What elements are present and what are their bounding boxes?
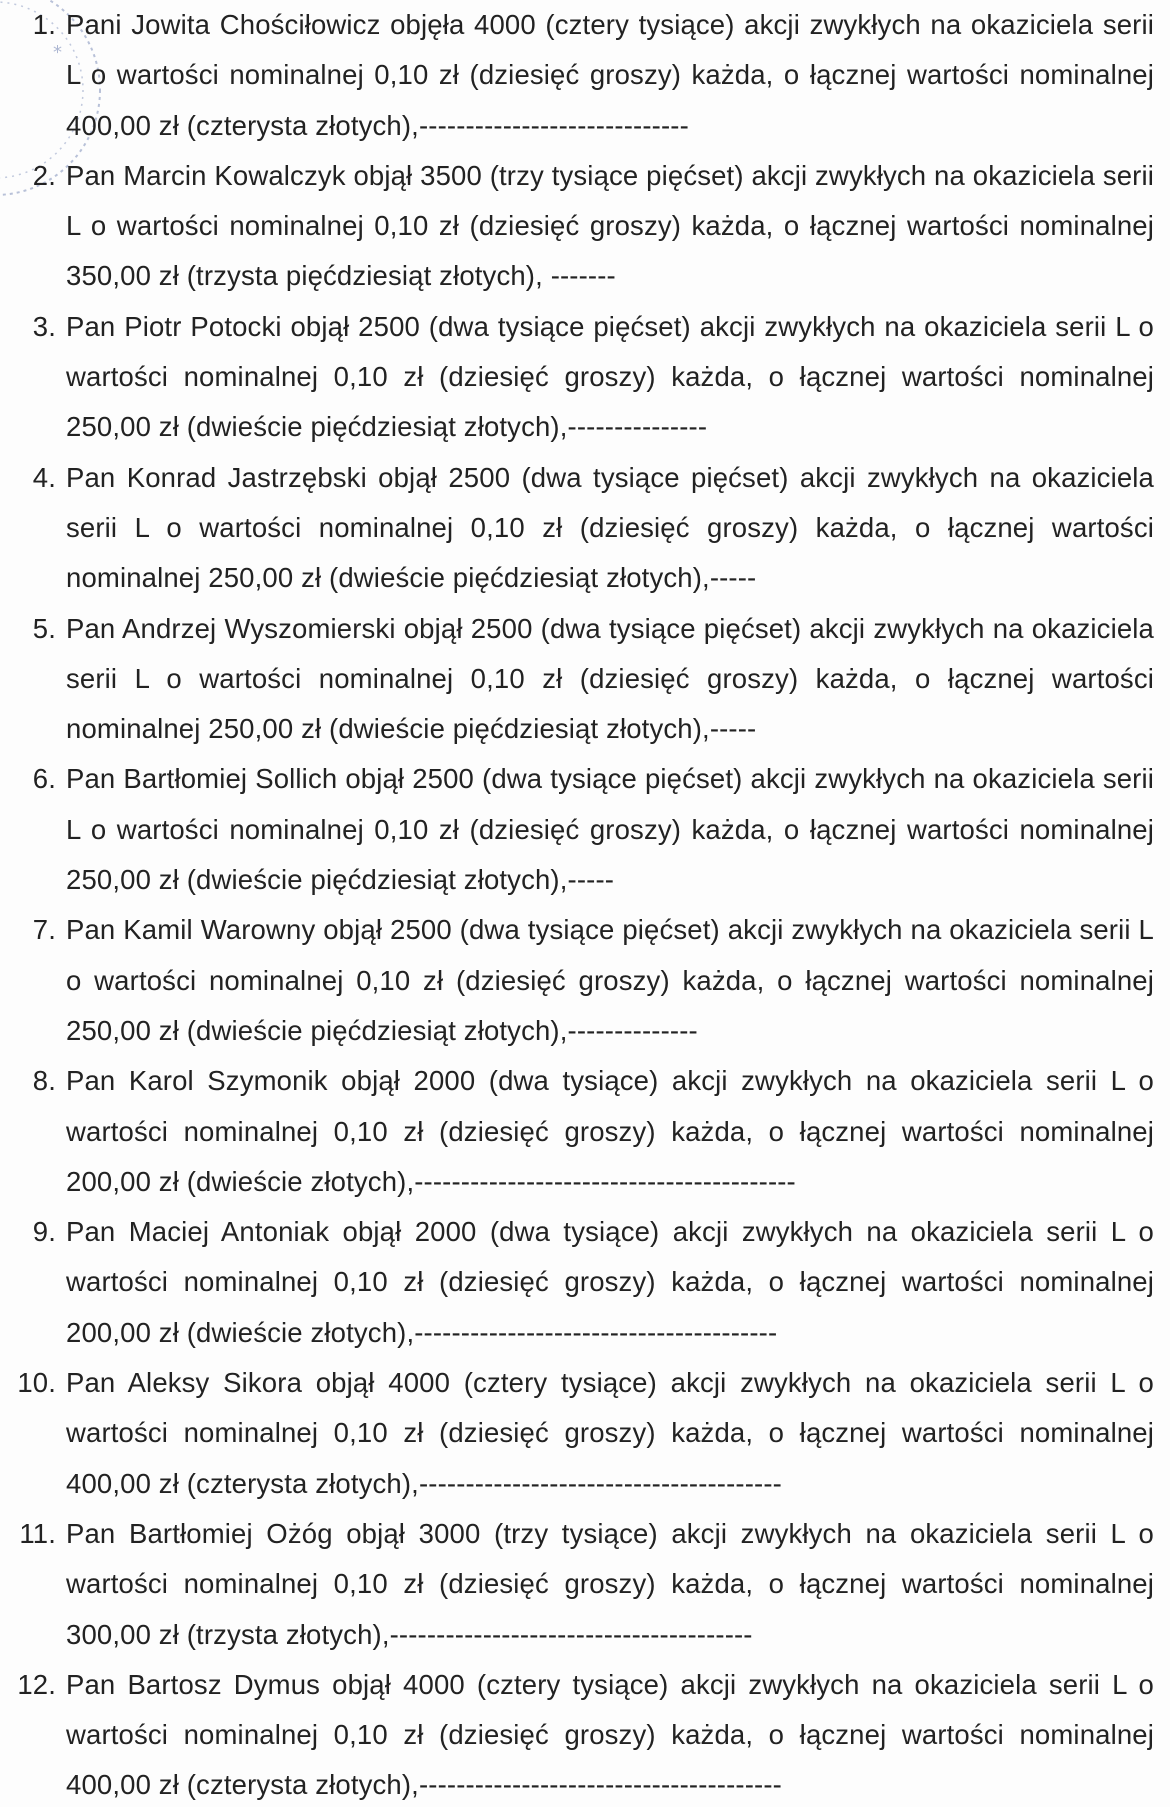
- list-item: [0, 0, 1170, 151]
- item-number: 10.: [17, 1367, 56, 1399]
- item-number: 2.: [32, 159, 56, 191]
- list-item: [0, 1056, 1170, 1207]
- list-item: [0, 905, 1170, 1056]
- item-text: Pani Jowita Chościłowicz objęła 4000 (cztery tysiące) akcji zwykłych na okaziciela serii L o wartości nominalnej 0,10 zł (dziesięć groszy) każda, o łącznej wartości nominalnej 400,00 zł (czterysta złotych),-----------------------------: [66, 9, 1154, 141]
- item-text: Pan Marcin Kowalczyk objął 3500 (trzy tysiące pięćset) akcji zwykłych na okaziciela serii L o wartości nominalnej 0,10 zł (dziesięć groszy) każda, o łącznej wartości nominalnej 350,00 zł (trzysta pięćdziesiąt złotych), -------: [66, 159, 1154, 292]
- svg-text:*: *: [53, 42, 62, 63]
- item-number: 8.: [32, 1065, 56, 1097]
- item-text: Pan Bartosz Dymus objął 4000 (cztery tysiące) akcji zwykłych na okaziciela serii L o wartości nominalnej 0,10 zł (dziesięć groszy) każda, o łącznej wartości nominalnej 400,00 zł (czterysta złotych),---------------------------------------: [66, 1668, 1154, 1801]
- list-item: [0, 1509, 1170, 1660]
- item-number: 6.: [32, 763, 56, 795]
- item-text: Pan Karol Szymonik objął 2000 (dwa tysiące) akcji zwykłych na okaziciela serii L o wartości nominalnej 0,10 zł (dziesięć groszy) każda, o łącznej wartości nominalnej 200,00 zł (dwieście złotych),-----------------------------------------: [66, 1065, 1154, 1197]
- list-item: [0, 754, 1170, 905]
- list-item: [0, 604, 1170, 755]
- item-number: 12.: [17, 1668, 56, 1700]
- list-item: [0, 453, 1170, 604]
- item-number: 1.: [32, 9, 56, 40]
- list-item: [0, 302, 1170, 453]
- item-text: Pan Bartłomiej Ożóg objął 3000 (trzy tysiące) akcji zwykłych na okaziciela serii L o wartości nominalnej 0,10 zł (dziesięć groszy) każda, o łącznej wartości nominalnej 300,00 zł (trzysta złotych),---------------------------------------: [66, 1517, 1154, 1650]
- item-number: 3.: [32, 310, 56, 342]
- item-text: Pan Andrzej Wyszomierski objął 2500 (dwa tysiące pięćset) akcji zwykłych na okaziciela serii L o wartości nominalnej 0,10 zł (dziesięć groszy) każda, o łącznej wartości nominalnej 250,00 zł (dwieście pięćdziesiąt złotych),-----: [66, 612, 1154, 745]
- list-item: [0, 151, 1170, 302]
- item-number: 11.: [19, 1517, 56, 1549]
- item-number: 7.: [32, 914, 56, 946]
- list-item: [0, 1660, 1170, 1811]
- item-text: Pan Piotr Potocki objął 2500 (dwa tysiące pięćset) akcji zwykłych na okaziciela serii L o wartości nominalnej 0,10 zł (dziesięć groszy) każda, o łącznej wartości nominalnej 250,00 zł (dwieście pięćdziesiąt złotych),---------------: [66, 310, 1154, 443]
- item-text: Pan Aleksy Sikora objął 4000 (cztery tysiące) akcji zwykłych na okaziciela serii L o wartości nominalnej 0,10 zł (dziesięć groszy) każda, o łącznej wartości nominalnej 400,00 zł (czterysta złotych),---------------------------------------: [66, 1367, 1154, 1499]
- list-item: [0, 1207, 1170, 1358]
- item-text: Pan Bartłomiej Sollich objął 2500 (dwa tysiące pięćset) akcji zwykłych na okaziciela serii L o wartości nominalnej 0,10 zł (dziesięć groszy) każda, o łącznej wartości nominalnej 250,00 zł (dwieście pięćdziesiąt złotych),-----: [66, 763, 1154, 896]
- item-text: Pan Konrad Jastrzębski objął 2500 (dwa tysiące pięćset) akcji zwykłych na okaziciela serii L o wartości nominalnej 0,10 zł (dziesięć groszy) każda, o łącznej wartości nominalnej 250,00 zł (dwieście pięćdziesiąt złotych),-----: [66, 461, 1154, 594]
- item-number: 5.: [32, 612, 56, 644]
- item-text: Pan Kamil Warowny objął 2500 (dwa tysiące pięćset) akcji zwykłych na okaziciela serii L o wartości nominalnej 0,10 zł (dziesięć groszy) każda, o łącznej wartości nominalnej 250,00 zł (dwieście pięćdziesiąt złotych),--------------: [66, 914, 1154, 1046]
- item-number: 9.: [32, 1216, 56, 1248]
- item-text: Pan Maciej Antoniak objął 2000 (dwa tysiące) akcji zwykłych na okaziciela serii L o wartości nominalnej 0,10 zł (dziesięć groszy) każda, o łącznej wartości nominalnej 200,00 zł (dwieście złotych),---------------------------------------: [66, 1216, 1154, 1348]
- list-item: [0, 1358, 1170, 1509]
- item-number: 4.: [32, 461, 56, 493]
